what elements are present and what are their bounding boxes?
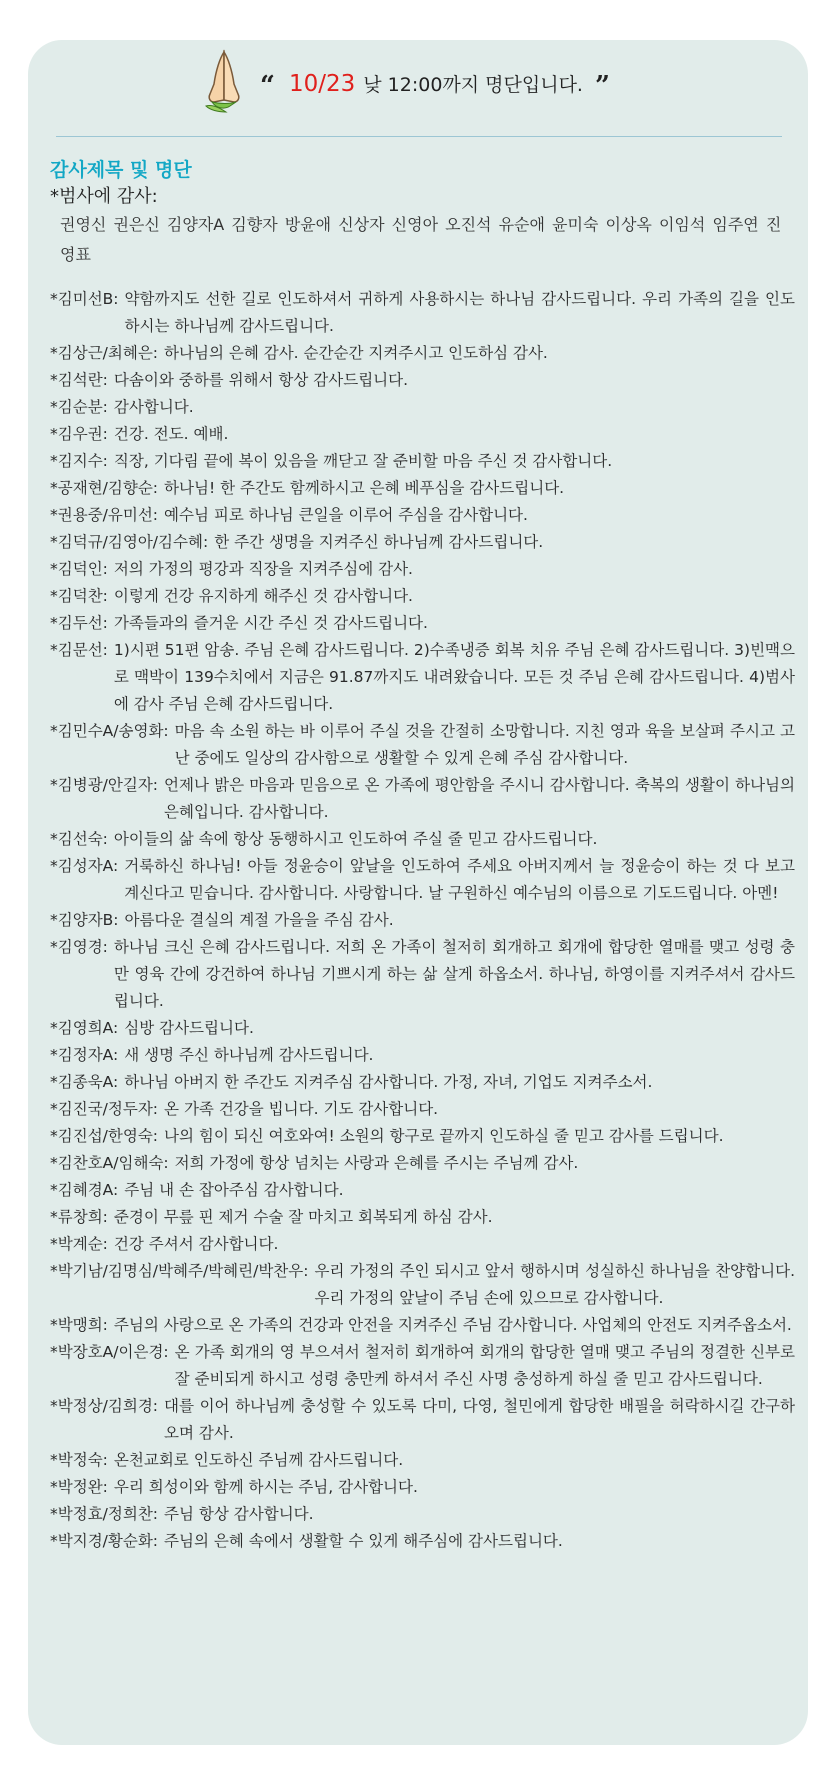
entry-names: *김영경: — [50, 938, 108, 956]
entry-message: 감사합니다. — [113, 398, 194, 416]
entry-message: 저의 가정의 평강과 직장을 지켜주심에 감사. — [113, 560, 413, 578]
thanks-entry — [50, 340, 795, 367]
entry-names: *김혜경A: — [50, 1181, 119, 1199]
entry-names: *박장호A/이은경: — [50, 1343, 169, 1361]
thanks-entry — [50, 1474, 795, 1501]
thanks-entry — [50, 1447, 795, 1474]
entry-names: *권용중/유미선: — [50, 506, 159, 524]
entry-names: *박정숙: — [50, 1451, 108, 1469]
section-title: 감사제목 및 명단 — [50, 159, 192, 181]
entry-message: 하나님 크신 은혜 감사드립니다. 저희 온 가족이 철저히 회개하고 회개에 합당한 열매를 맺고 성령 충만 영육 간에 강건하여 하나님 기쁘시게 하는 삶 살게 하옵소서. 하나님, 하영이를 지켜주셔서 감사드립니다. — [113, 938, 795, 1010]
thanks-entry — [50, 1069, 795, 1096]
entry-names: *김순분: — [50, 398, 108, 416]
entry-message: 예수님 피로 하나님 큰일을 이루어 주심을 감사합니다. — [164, 506, 528, 524]
thanks-entry — [50, 1258, 795, 1312]
entry-names: *김덕찬: — [50, 587, 108, 605]
entry-message: 아름다운 결실의 계절 가을을 주심 감사. — [124, 911, 394, 929]
thanks-list — [50, 286, 795, 1555]
deadline-date: 10/23 — [288, 71, 356, 97]
thanks-entry — [50, 1123, 795, 1150]
entry-message: 나의 힘이 되신 여호와여! 소원의 항구로 끝까지 인도하실 줄 믿고 감사를 드립니다. — [164, 1127, 724, 1145]
entry-names: *김영희A: — [50, 1019, 119, 1037]
entry-names: *김지수: — [50, 452, 108, 470]
quote-close: ” — [594, 71, 610, 101]
entry-names: *공재현/김향순: — [50, 479, 159, 497]
entry-message: 새 생명 주신 하나님께 감사드립니다. — [124, 1046, 374, 1064]
entry-message: 주님의 사랑으로 온 가족의 건강과 안전을 지켜주신 주님 감사합니다. 사업체의 안전도 지켜주옵소서. — [113, 1316, 792, 1334]
thanks-entry — [50, 475, 795, 502]
deadline-notice — [260, 70, 610, 101]
entry-message: 온천교회로 인도하신 주님께 감사드립니다. — [113, 1451, 404, 1469]
entry-names: *박계순: — [50, 1235, 108, 1253]
thanks-entry — [50, 583, 795, 610]
thanks-entry — [50, 286, 795, 340]
entry-names: *김상근/최혜은: — [50, 344, 159, 362]
entry-names: *박정효/정희찬: — [50, 1505, 159, 1523]
thanks-entry — [50, 394, 795, 421]
entry-names: *김우권: — [50, 425, 108, 443]
thanks-entry — [50, 1015, 795, 1042]
entry-names: *김진국/정두자: — [50, 1100, 159, 1118]
praying-hands-icon — [200, 48, 248, 114]
thanks-entry — [50, 1096, 795, 1123]
entry-message: 마음 속 소원 하는 바 이루어 주실 것을 간절히 소망합니다. 지친 영과 육을 보살펴 주시고 고난 중에도 일상의 감사함으로 생활할 수 있게 은혜 주심 감사합니다. — [174, 722, 795, 767]
entry-names: *김미선B: — [50, 290, 119, 308]
thanks-entry — [50, 1231, 795, 1258]
thanks-entry — [50, 610, 795, 637]
entry-message: 주님 내 손 잡아주심 감사합니다. — [124, 1181, 344, 1199]
entry-message: 하나님 아버지 한 주간도 지켜주심 감사합니다. 가정, 자녀, 기업도 지켜주소서. — [124, 1073, 653, 1091]
entry-names: *김병광/안길자: — [50, 776, 159, 794]
thanks-entry — [50, 1393, 795, 1447]
header — [28, 40, 808, 136]
entry-names: *김진섭/한영숙: — [50, 1127, 159, 1145]
thanks-entry — [50, 853, 795, 907]
entry-message: 주님의 은혜 속에서 생활할 수 있게 해주심에 감사드립니다. — [164, 1532, 563, 1550]
thanks-entry — [50, 907, 795, 934]
entry-message: 온 가족 회개의 영 부으셔서 철저히 회개하여 회개의 합당한 열매 맺고 주님의 정결한 신부로 잘 준비되게 하시고 성령 충만케 하셔서 주신 사명 충성하게 하실 줄 믿고 감사드립니다. — [174, 1343, 795, 1388]
entry-message: 다솜이와 중하를 위해서 항상 감사드립니다. — [113, 371, 409, 389]
entry-message: 온 가족 건강을 빕니다. 기도 감사합니다. — [164, 1100, 439, 1118]
entry-names: *박맹희: — [50, 1316, 108, 1334]
entry-names: *김덕인: — [50, 560, 108, 578]
thanks-entry — [50, 637, 795, 718]
entry-message: 대를 이어 하나님께 충성할 수 있도록 다미, 다영, 철민에게 합당한 배필을 허락하시길 간구하오며 감사. — [164, 1397, 795, 1442]
thanks-entry — [50, 448, 795, 475]
entry-message: 저희 가정에 항상 넘치는 사랑과 은혜를 주시는 주님께 감사. — [174, 1154, 579, 1172]
entry-message: 심방 감사드립니다. — [124, 1019, 254, 1037]
entry-names: *김문선: — [50, 641, 108, 659]
entry-names: *김성자A: — [50, 857, 119, 875]
quote-open: “ — [260, 71, 275, 101]
entry-message: 약함까지도 선한 길로 인도하셔서 귀하게 사용하시는 하나님 감사드립니다. 우리 가족의 길을 인도하시는 하나님께 감사드립니다. — [124, 290, 795, 335]
thanks-entry — [50, 1204, 795, 1231]
entry-message: 직장, 기다림 끝에 복이 있음을 깨닫고 잘 준비할 마음 주신 것 감사합니다. — [113, 452, 613, 470]
thanks-entry — [50, 1150, 795, 1177]
thanks-entry — [50, 502, 795, 529]
entry-names: *김종욱A: — [50, 1073, 119, 1091]
thanks-entry — [50, 421, 795, 448]
divider — [56, 136, 782, 137]
thanks-entry — [50, 1501, 795, 1528]
entry-names: *김정자A: — [50, 1046, 119, 1064]
thanks-entry — [50, 1177, 795, 1204]
thanks-entry — [50, 1312, 795, 1339]
thanks-entry — [50, 367, 795, 394]
entry-names: *박기남/김명심/박혜주/박혜린/박찬우: — [50, 1262, 309, 1280]
content — [50, 156, 795, 1555]
entry-message: 한 주간 생명을 지켜주신 하나님께 감사드립니다. — [214, 533, 544, 551]
entry-message: 우리 희성이와 함께 하시는 주님, 감사합니다. — [113, 1478, 418, 1496]
entry-names: *김덕규/김영아/김수혜: — [50, 533, 209, 551]
entry-message: 하나님의 은혜 감사. 순간순간 지켜주시고 인도하심 감사. — [164, 344, 548, 362]
entry-names: *박정완: — [50, 1478, 108, 1496]
entry-names: *김양자B: — [50, 911, 119, 929]
entry-message: 아이들의 삶 속에 항상 동행하시고 인도하여 주실 줄 믿고 감사드립니다. — [113, 830, 598, 848]
deadline-text: 낮 12:00까지 명단입니다. — [363, 74, 583, 96]
entry-message: 거룩하신 하나님! 아들 정윤승이 앞날을 인도하여 주세요 아버지께서 늘 정윤승이 하는 것 다 보고 계신다고 믿습니다. 감사합니다. 사랑합니다. 날 구원하신 예수님의 이름으로 기도드립니다. 아멘! — [124, 857, 795, 902]
gratitude-all-heading: *범사에 감사: — [50, 186, 158, 207]
entry-message: 건강 주셔서 감사합니다. — [113, 1235, 279, 1253]
entry-message: 1)시편 51편 암송. 주님 은혜 감사드립니다. 2)수족냉증 회복 치유 주님 은혜 감사드립니다. 3)빈맥으로 맥박이 139수치에서 지금은 91.87까지도 내려왔습니다. 모든 것 주님 은혜 감사드립니다. 4)범사에 감사 주님 은혜 감사드립니다. — [113, 641, 795, 713]
thanks-entry — [50, 826, 795, 853]
entry-names: *김찬호A/임해숙: — [50, 1154, 169, 1172]
entry-message: 우리 가정의 주인 되시고 앞서 행하시며 성실하신 하나님을 찬양합니다. 우리 가정의 앞날이 주님 손에 있으므로 감사합니다. — [314, 1262, 795, 1307]
entry-message: 하나님! 한 주간도 함께하시고 은혜 베푸심을 감사드립니다. — [164, 479, 565, 497]
entry-message: 건강. 전도. 예배. — [113, 425, 229, 443]
gratitude-all-names: 권영신 권은신 김양자A 김향자 방윤애 신상자 신영아 오진석 유순애 윤미숙 이상옥 이임석 임주연 진영표 — [60, 215, 782, 264]
thanks-entry — [50, 934, 795, 1015]
entry-names: *김두선: — [50, 614, 108, 632]
thanks-entry — [50, 556, 795, 583]
entry-names: *김석란: — [50, 371, 108, 389]
entry-names: *류창희: — [50, 1208, 108, 1226]
entry-message: 언제나 밝은 마음과 믿음으로 온 가족에 평안함을 주시니 감사합니다. 축복의 생활이 하나님의 은혜입니다. 감사합니다. — [164, 776, 795, 821]
entry-message: 이렇게 건강 유지하게 해주신 것 감사합니다. — [113, 587, 413, 605]
entry-names: *박정상/김희경: — [50, 1397, 159, 1415]
thanks-entry — [50, 529, 795, 556]
notice-card — [28, 40, 808, 1745]
entry-names: *박지경/황순화: — [50, 1532, 159, 1550]
thanks-entry — [50, 1528, 795, 1555]
entry-names: *김민수A/송영화: — [50, 722, 169, 740]
entry-names: *김선숙: — [50, 830, 108, 848]
thanks-entry — [50, 1042, 795, 1069]
thanks-entry — [50, 1339, 795, 1393]
thanks-entry — [50, 718, 795, 772]
entry-message: 가족들과의 즐거운 시간 주신 것 감사드립니다. — [113, 614, 428, 632]
thanks-entry — [50, 772, 795, 826]
entry-message: 주님 항상 감사합니다. — [164, 1505, 314, 1523]
entry-message: 준경이 무릎 핀 제거 수술 잘 마치고 회복되게 하심 감사. — [113, 1208, 493, 1226]
